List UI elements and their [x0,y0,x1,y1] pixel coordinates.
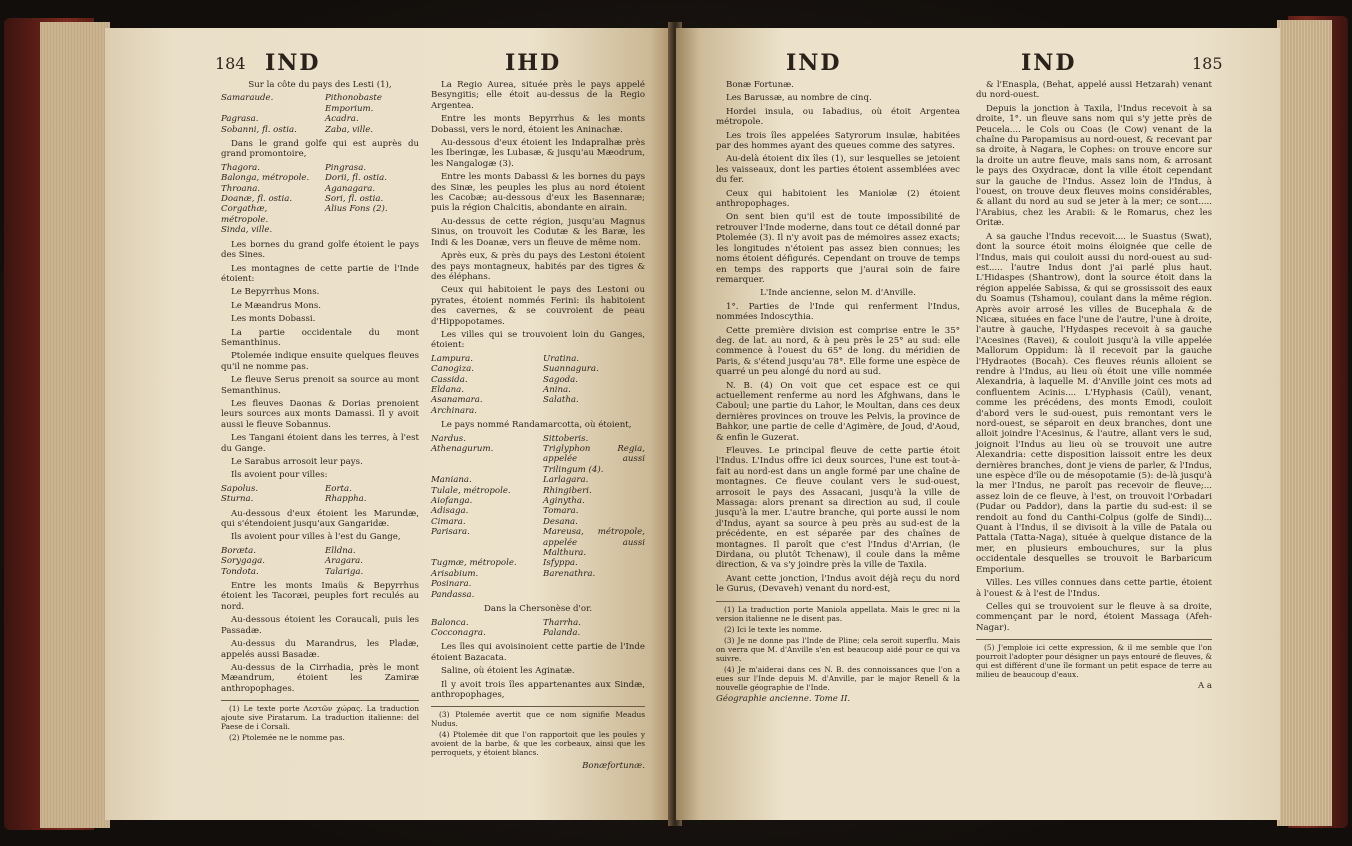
list-item: Sapolus. [221,483,259,494]
paragraph: Avant cette jonction, l'Indus avoit déjà reçu du nord le Gurus, (Devaveh) venant du nord-est, [716,573,960,595]
list-item [543,579,645,589]
footnote: (2) Ptolemée ne le nomme pas. [229,733,345,743]
city-list [431,354,645,416]
list-item: Posinara. [431,579,472,590]
list-item: Mareusa, métropole, appelée aussi Malthura. [543,527,645,559]
paragraph: Les fleuves Daonas & Dorias prenoient leurs sources aux monts Damassi. Il y avoit aussi le fleuve Sobannus. [221,398,419,430]
list-item: Arisabium. [431,568,479,579]
footnote: (5) J'emploie ici cette expression, & il me semble que l'on pourroit l'adopter pour désigner un pays entouré de fleuves, & qui est différent d'une île formant un petit espace de terre au milieu de beaucoup d'eaux. [976,643,1212,680]
signature-line: Géographie ancienne. Tome II. [716,693,851,704]
paragraph: Entre les monts Bepyrrhus & les monts Dobassi, vers le nord, étoient les Aninachæ. [431,114,645,135]
section-heading: L'Inde ancienne, selon M. d'Anville. [760,288,916,299]
city-list [221,484,419,505]
paragraph: Au-dessous d'eux étoient les Indapralhæ près les Iberingæ, les Lubasæ, & jusqu'au Mæodrum, les Nangalogæ (3). [431,138,645,169]
list-item: Rhappha. [325,494,367,505]
list-item: Asanamara. [431,395,483,406]
list-item [543,590,645,600]
paragraph: Le Bepyrrhus Mons. [231,287,320,298]
right-column-1 [716,80,960,704]
list-item: Tulale, métropole. [431,485,511,496]
paragraph: Les monts Dobassi. [231,314,316,325]
list-item: Sori, fl. ostia. [325,194,384,205]
list-item: Boræta. [221,545,256,556]
list-item: Doanæ, fl. ostia. [221,194,293,205]
list-item: Thagora. [221,162,261,173]
list-item: Palanda. [543,627,581,638]
list-item: Eorta. [325,483,352,494]
paragraph: Ceux qui habitoient les Maniolæ (2) étoient anthropophages. [716,188,960,210]
list-item: Eldana. [431,384,465,395]
paragraph: Fleuves. Le principal fleuve de cette partie étoit l'Indus. L'Indus offre ici deux sources, l'une est tout-à-fait au nord-est dans un angle formé par une chaîne de montagnes. Ce fleuve coulant vers le sud-ouest, arrosoit le pays des Assacani, jusqu'à la ville de Massaga: alors prenant sa direction au sud, il coule jusqu'à la mer. L'autre branche, qui porte aussi le nom d'Indus, ayant sa source à peu près au sud-est de la précédente, en est séparée par des chaînes de montagnes. Il paroît que c'est l'Indus d'Arrian, (le Dirdana, ou plutôt Tchenaw), il coule dans la même direction, & va s'y joindre près la ville de Taxila. [716,446,960,571]
paragraph: Cette première division est comprise entre le 35° deg. de lat. au nord, & à peu près le 25° au sud: elle commence à l'ouest du 65° de long. du méridien de Paris, & s'étend jusqu'au 78°. Elle forme une espèce de quarré un peu alongé du nord au sud. [716,325,960,378]
list-item: Barenathra. [543,568,596,579]
paragraph: Les bornes du grand golfe étoient le pays des Sines. [221,239,419,261]
paragraph: Le Mæandrus Mons. [231,300,321,311]
paragraph: Ceux qui habitoient le pays des Lestoni ou pyrates, étoient nommés Ferini: ils habitoient des cavernes, & se couvroient de peau d'Hippopotames. [431,285,645,327]
list-item: Tomara. [543,506,579,517]
list-item: Corgathæ, métropole. [221,204,269,225]
footnote: (4) Je m'aiderai dans ces N. B. des connoissances que l'on a eues sur l'Inde depuis M. d'Anville, par le major Renell & la nouvelle géographie de l'Inde. [716,664,960,692]
paragraph: Hordei insula, ou Iabadius, où étoit Argentea métropole. [716,106,960,128]
list-item: Sturna. [221,494,254,505]
page-edges-right [1277,20,1332,826]
right-page [676,28,1280,820]
paragraph: N. B. (4) On voit que cet espace est ce qui actuellement renferme au nord les Afghwans, dans le Caboul; une partie du Lahor, le Moultan, dans ces deux dernières provinces on trouve les Pelvis, la province de Bahkor, une partie de celle d'Agimère, de Joud, d'Aoud, & enfin le Guzerat. [716,380,960,443]
footnote: (4) Ptolemée dit que l'on rapportoit que les poules y avoient de la barbe, & que les corbeaux, ainsi que les perroquets, y étoient blancs. [431,730,645,758]
list-item: Sinda, ville. [221,225,273,236]
list-item: Talariga. [325,566,364,577]
paragraph: La Regio Aurea, située près le pays appelé Besyngitis; elle étoit au-dessus de la Regio Argentea. [431,80,645,111]
list-item [325,225,419,235]
footnote: (1) La traduction porte Maniola appellata. Mais le grec ni la version italienne ne le disent pas. [716,604,960,623]
list-item: Balonca. [431,617,469,628]
paragraph: Sur la côte du pays des Lesti (1), [248,80,392,90]
paragraph: Dans le grand golfe qui est auprès du grand promontoire, [221,139,419,160]
footnotes [976,639,1212,679]
footnotes [716,601,960,692]
list-item: Aginytha. [543,496,585,507]
city-list [431,618,645,639]
paragraph: On sent bien qu'il est de toute impossibilité de retrouver l'Inde moderne, dans tout ce détail donné par Ptolemée (3). Il n'y avoit pas de mémoires assez exacts; les longitudes n'étoient pas assez bien connues; les noms étoient défigurés. Cependant on trouve de temps en temps des rapports que j'aurai soin de faire remarquer. [716,212,960,285]
paragraph: Depuis la jonction à Taxila, l'Indus recevoit à sa droite, 1°. un fleuve sans nom qui s'y jette près de Peucela.... le Cols ou Coas (le Cow) venant de la chaîne du Paropamisus au nord-ouest, & recevant par sa droite, à Nagara, le Cophes: on trouve encore sur la droite un autre fleuve, mais sans nom, & arrosant le pays des Oxydracæ, dont la ville étoit cependant sur la gauche de l'Indus. Assez loin de l'Indus, à l'ouest, on trouve deux fleuves moins considérables, & allant du nord au sud se jeter à la mer; ce sont..... l'Arabius, chez les Arabii: & le Romarus, chez les Oritæ. [976,103,1212,229]
list-item: Suannagura. [543,364,599,375]
list-item: Anina. [543,384,571,395]
list-item: Elldna. [325,545,356,556]
list-item: Isfyppa. [543,558,578,569]
paragraph: Ptolemée indique ensuite quelques fleuves qu'il ne nomme pas. [221,351,419,372]
right-column-2 [976,80,1212,692]
city-list [431,434,645,601]
list-item: Aragara. [325,556,364,567]
paragraph: Au-dessous étoient les Coraucali, puis les Passadæ. [221,615,419,636]
list-item: Aiofanga. [431,496,473,507]
list-item: Nardus. [431,433,466,444]
list-item: Triglyphon Regia, appelée aussi Trilingum (4). [543,444,645,475]
list-item: Pagrasa. [221,114,259,125]
paragraph: Le fleuve Serus prenoit sa source au mont Semanthinus. [221,375,419,396]
list-item: Cocconagra. [431,627,486,638]
city-list [221,93,419,135]
paragraph: & l'Enaspla, (Behat, appelé aussi Hetzarah) venant du nord-ouest. [976,80,1212,101]
paragraph: Les montagnes de cette partie de l'Inde étoient: [221,263,419,284]
list-item: Tharrha. [543,617,581,628]
signature-mark: A a [1197,681,1212,692]
paragraph: Il y avoit trois îles appartenantes aux Sindæ, anthropophages, [431,679,645,700]
list-item: Samaraude. [221,93,274,104]
paragraph: Le pays nommé Randamarcotta, où étoient, [441,420,632,431]
left-column-2 [431,80,645,772]
paragraph: Les trois îles appelées Satyrorum insulæ, habitées par des hommes ayant des queues comme des satyres. [716,130,960,152]
left-column-1 [221,80,419,744]
paragraph: 1°. Parties de l'Inde qui renferment l'Indus, nommées Indoscythia. [716,301,960,323]
list-item: Adisaga. [431,506,469,517]
city-list [221,163,419,236]
footnote: (2) Ici le texte les nomme. [724,624,822,634]
left-page [105,28,673,820]
paragraph: La partie occidentale du mont Semanthinus. [221,327,419,348]
catchword: Bonæfortunæ. [582,761,645,772]
list-item: Zaba, ville. [325,124,374,135]
paragraph: Les villes qui se trouvoient loin du Ganges, étoient: [431,329,645,351]
paragraph: Entre les monts Dabassi & les bornes du pays des Sinæ, les peuples les plus au nord étoient les Cacobæ; au-dessous d'eux les Basennaræ; puis la région Chalcitis, abondante en airain. [431,172,645,214]
paragraph: Villes. Les villes connues dans cette partie, étoient à l'ouest & à l'est de l'Indus. [976,578,1212,599]
list-item: Tugmæ, métropole. [431,558,517,569]
paragraph: Au-dessous d'eux étoient les Marundæ, qui s'étendoient jusqu'aux Gangaridæ. [221,508,419,530]
list-item: Salatha. [543,395,579,406]
paragraph: Saline, où étoient les Aginatæ. [441,666,575,677]
list-item: Aganagara. [325,183,376,194]
paragraph: Ils avoient pour villes à l'est du Gange, [231,532,401,543]
list-item: Acadra. [325,114,359,125]
list-item: Sobanni, fl. ostia. [221,124,297,135]
paragraph: Après eux, & près du pays des Lestoni étoient des pays montagneux, habités par des tigres & des éléphans. [431,251,645,282]
paragraph: Au-dessus de la Cirrhadia, près le mont Mæandrum, étoient les Zamiræ anthropophages. [221,662,419,694]
list-item: Cassida. [431,374,468,385]
list-item: Sittoberis. [543,433,589,444]
page-edges-left [40,22,110,828]
city-list [221,546,419,577]
list-item: Larlagara. [543,475,589,486]
paragraph: Les îles qui avoisinoient cette partie de l'Inde étoient Bazacata. [431,642,645,663]
paragraph: Celles qui se trouvoient sur le fleuve à sa droite, commençant par le nord, étoient Massaga (Afeh-Nagar). [976,601,1212,633]
list-item: Athenagurum. [431,444,494,454]
list-item: Sorygaga. [221,556,266,567]
left-running-head-2: IHD [505,50,562,76]
list-item: Tondota. [221,566,259,577]
paragraph: Entre les monts Imaüs & Bepyrrhus étoient les Tacoræi, peuples fort reculés au nord. [221,581,419,612]
list-item: Rhingiberi. [543,485,592,496]
footnote: (3) Je ne donne pas l'Inde de Pline; cela seroit superflu. Mais on verra que M. d'Anville s'en est beaucoup aidé pour ce qui va suivre. [716,635,960,663]
list-item: Pithonobaste Emporium. [325,93,382,114]
footnote: (1) Le texte porte Λεστῶν χώρας. La traduction ajoute sive Piratarum. La traduction italienne: del Paese de i Corsali. [221,704,419,732]
list-item: Uratina. [543,353,580,364]
paragraph: Au-delà étoient dix îles (1), sur lesquelles se jetoient les vaisseaux, dont les parties étoient assemblées avec du fer. [716,154,960,186]
paragraph: Dans la Chersonèse d'or. [484,604,592,615]
left-page-number: 184 [215,54,246,73]
list-item: Balonga, métropole. [221,173,310,184]
list-item: Maniana. [431,475,472,486]
footnotes [431,706,645,757]
paragraph: Les Barussæ, au nombre de cinq. [726,93,872,104]
paragraph: Au-dessus de cette région, jusqu'au Magnus Sinus, on trouvoit les Codutæ & les Baræ, les Indi & les Doanæ, vers un fleuve de même nom. [431,216,645,248]
list-item: Desana. [543,516,578,527]
paragraph: Bonæ Fortunæ. [726,80,794,90]
right-running-head-1: IND [786,50,842,76]
list-item: Archinara. [431,405,478,416]
paragraph: Le Sarabus arrosoit leur pays. [231,457,363,467]
list-item: Alius Fons (2). [325,204,388,215]
list-item: Cimara. [431,516,466,527]
paragraph: Ils avoient pour villes: [231,470,328,481]
list-item: Pingrasa. [325,162,367,173]
paragraph: A sa gauche l'Indus recevoit.... le Suastus (Swat), dont la source étoit moins éloignée que celle de l'Indus, mais qui couloit aussi du nord-ouest au sud-est..... l'autre Indus dont j'ai parlé plus haut. L'Hidaspes (Shantrow), dont la source étoit dans la région appelée Sabissa, & qui se grossissoit des eaux du Soamus (Tshamou), coulant dans la même région. Après avoir arrosé les villes de Bucephala & de Nicæa, situées en face l'une de l'autre, l'une à droite, l'autre à gauche, l'Hydaspes recevoit à sa gauche l'Acesines (Ravei), & couloit jusqu'à la ville appelée Mallorum Oppidum: là il recevoit par la gauche l'Hydraotes (Bocah). Ces fleuves réunis alloient se rendre à l'Indus, au lieu où étoit une ville nommée Alexandria, à laquelle M. d'Anville joint ces mots ad confluentem Acinis.... L'Hyphasis (Caül), venant, comme les précédens, des monts Emodi, couloit d'abord vers le sud-ouest, puis remontant vers le nord-ouest, se séparoit en deux branches, dont une alloit joindre l'Acesinus, & l'autre, allant vers le sud, joignoit l'Indus au lieu où se trouvoit une autre Alexandria: cette disposition laissoit entre les deux dernières branches, dont je viens de parler, & l'Indus, une espèce d'île ou de mésopotamie (5): de-là jusqu'à la mer l'Indus, ne paroît pas recevoir de fleuve;... assez loin de ce fleuve, à l'est, on trouvoit l'Orbadari (Pudar ou Paddor), dans la partie du sud-est: il se rendoit au fond du Canthi-Colpus (golfe de Sindi)... Quant à l'Indus, il se divisoit à la ville de Patala ou Pattala (Tatta-Naga), située à quelque distance de la mer, en plusieurs embouchures, sur la plus occidentale desquelles se trouvoit le Barbaricum Emporium. [976,231,1212,575]
left-running-head-1: IND [265,50,321,76]
right-page-number: 185 [1192,54,1223,73]
list-item: Canogiza. [431,364,475,375]
list-item: Pandassa. [431,589,475,600]
footnotes [221,700,419,742]
list-item: Dorii, fl. ostia. [325,173,387,184]
list-item: Throana. [221,183,261,194]
paragraph: Les Tangani étoient dans les terres, à l'est du Gange. [221,433,419,454]
list-item: Lampura. [431,353,473,364]
list-item: Sagoda. [543,374,579,385]
list-item [543,406,645,416]
footnote: (3) Ptolemée avertit que ce nom signifie Meadus Nudus. [431,710,645,729]
list-item: Parisara. [431,527,470,538]
right-running-head-2: IND [1021,50,1077,76]
paragraph: Au-dessus du Marandrus, les Pladæ, appelés aussi Basadæ. [221,639,419,660]
